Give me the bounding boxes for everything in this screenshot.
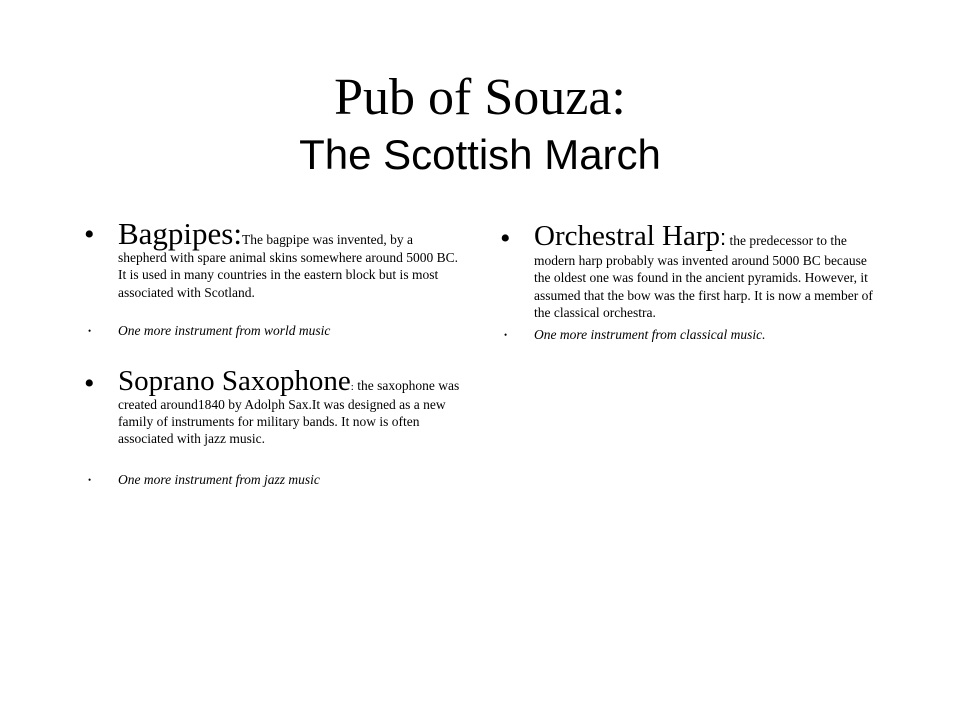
right-column <box>500 222 880 343</box>
bullet-dot: • <box>500 222 511 255</box>
harp-note <box>500 327 880 343</box>
bullet-bagpipes <box>84 218 464 301</box>
note-dot: • <box>504 330 508 341</box>
saxophone-colon: : <box>350 380 354 393</box>
slide-title <box>0 69 960 178</box>
harp-note-text: One more instrument from classical music. <box>534 327 766 343</box>
bullet-soprano-saxophone <box>84 364 464 448</box>
note-dot: • <box>88 325 92 336</box>
saxophone-note-text: One more instrument from jazz music <box>118 471 320 487</box>
left-column <box>84 218 464 488</box>
bagpipes-note-text: One more instrument from world music <box>118 322 331 338</box>
bagpipes-note <box>84 323 464 339</box>
bullet-orchestral-harp <box>500 222 880 321</box>
bagpipes-text: shepherd with spare animal skins somewhere around 5000 BC. It is used in many countries in the eastern block but is most associated with Scotland. <box>118 250 459 300</box>
harp-heading: Orchestral Harp <box>534 220 720 252</box>
harp-colon: : <box>720 225 727 250</box>
harp-text-start: the predecessor to <box>726 233 827 248</box>
bullet-dot: • <box>84 218 95 251</box>
note-dot: • <box>88 474 92 485</box>
bullet-dot: • <box>84 366 95 400</box>
saxophone-note <box>84 472 464 488</box>
title-line-1: Pub of Souza: <box>334 69 626 126</box>
saxophone-heading: Soprano Saxophone <box>118 364 351 397</box>
saxophone-text-start: the <box>353 377 374 393</box>
title-line-2: The Scottish March <box>299 131 661 178</box>
bagpipes-text-start: The bagpipe was invented, by a <box>242 232 413 247</box>
saxophone-text: saxophone was created around1840 by Adolph Sax.It was designed as a new family of instruments for military bands. It now is often associated with jazz music. <box>118 377 460 447</box>
harp-text: the modern harp probably was invented around 5000 BC because the oldest one was found in the ancient pyramids. However, it assumed that the bow was the first harp. It is now a member of the classical orchestra. <box>534 233 873 320</box>
bagpipes-heading: Bagpipes: <box>118 216 242 251</box>
